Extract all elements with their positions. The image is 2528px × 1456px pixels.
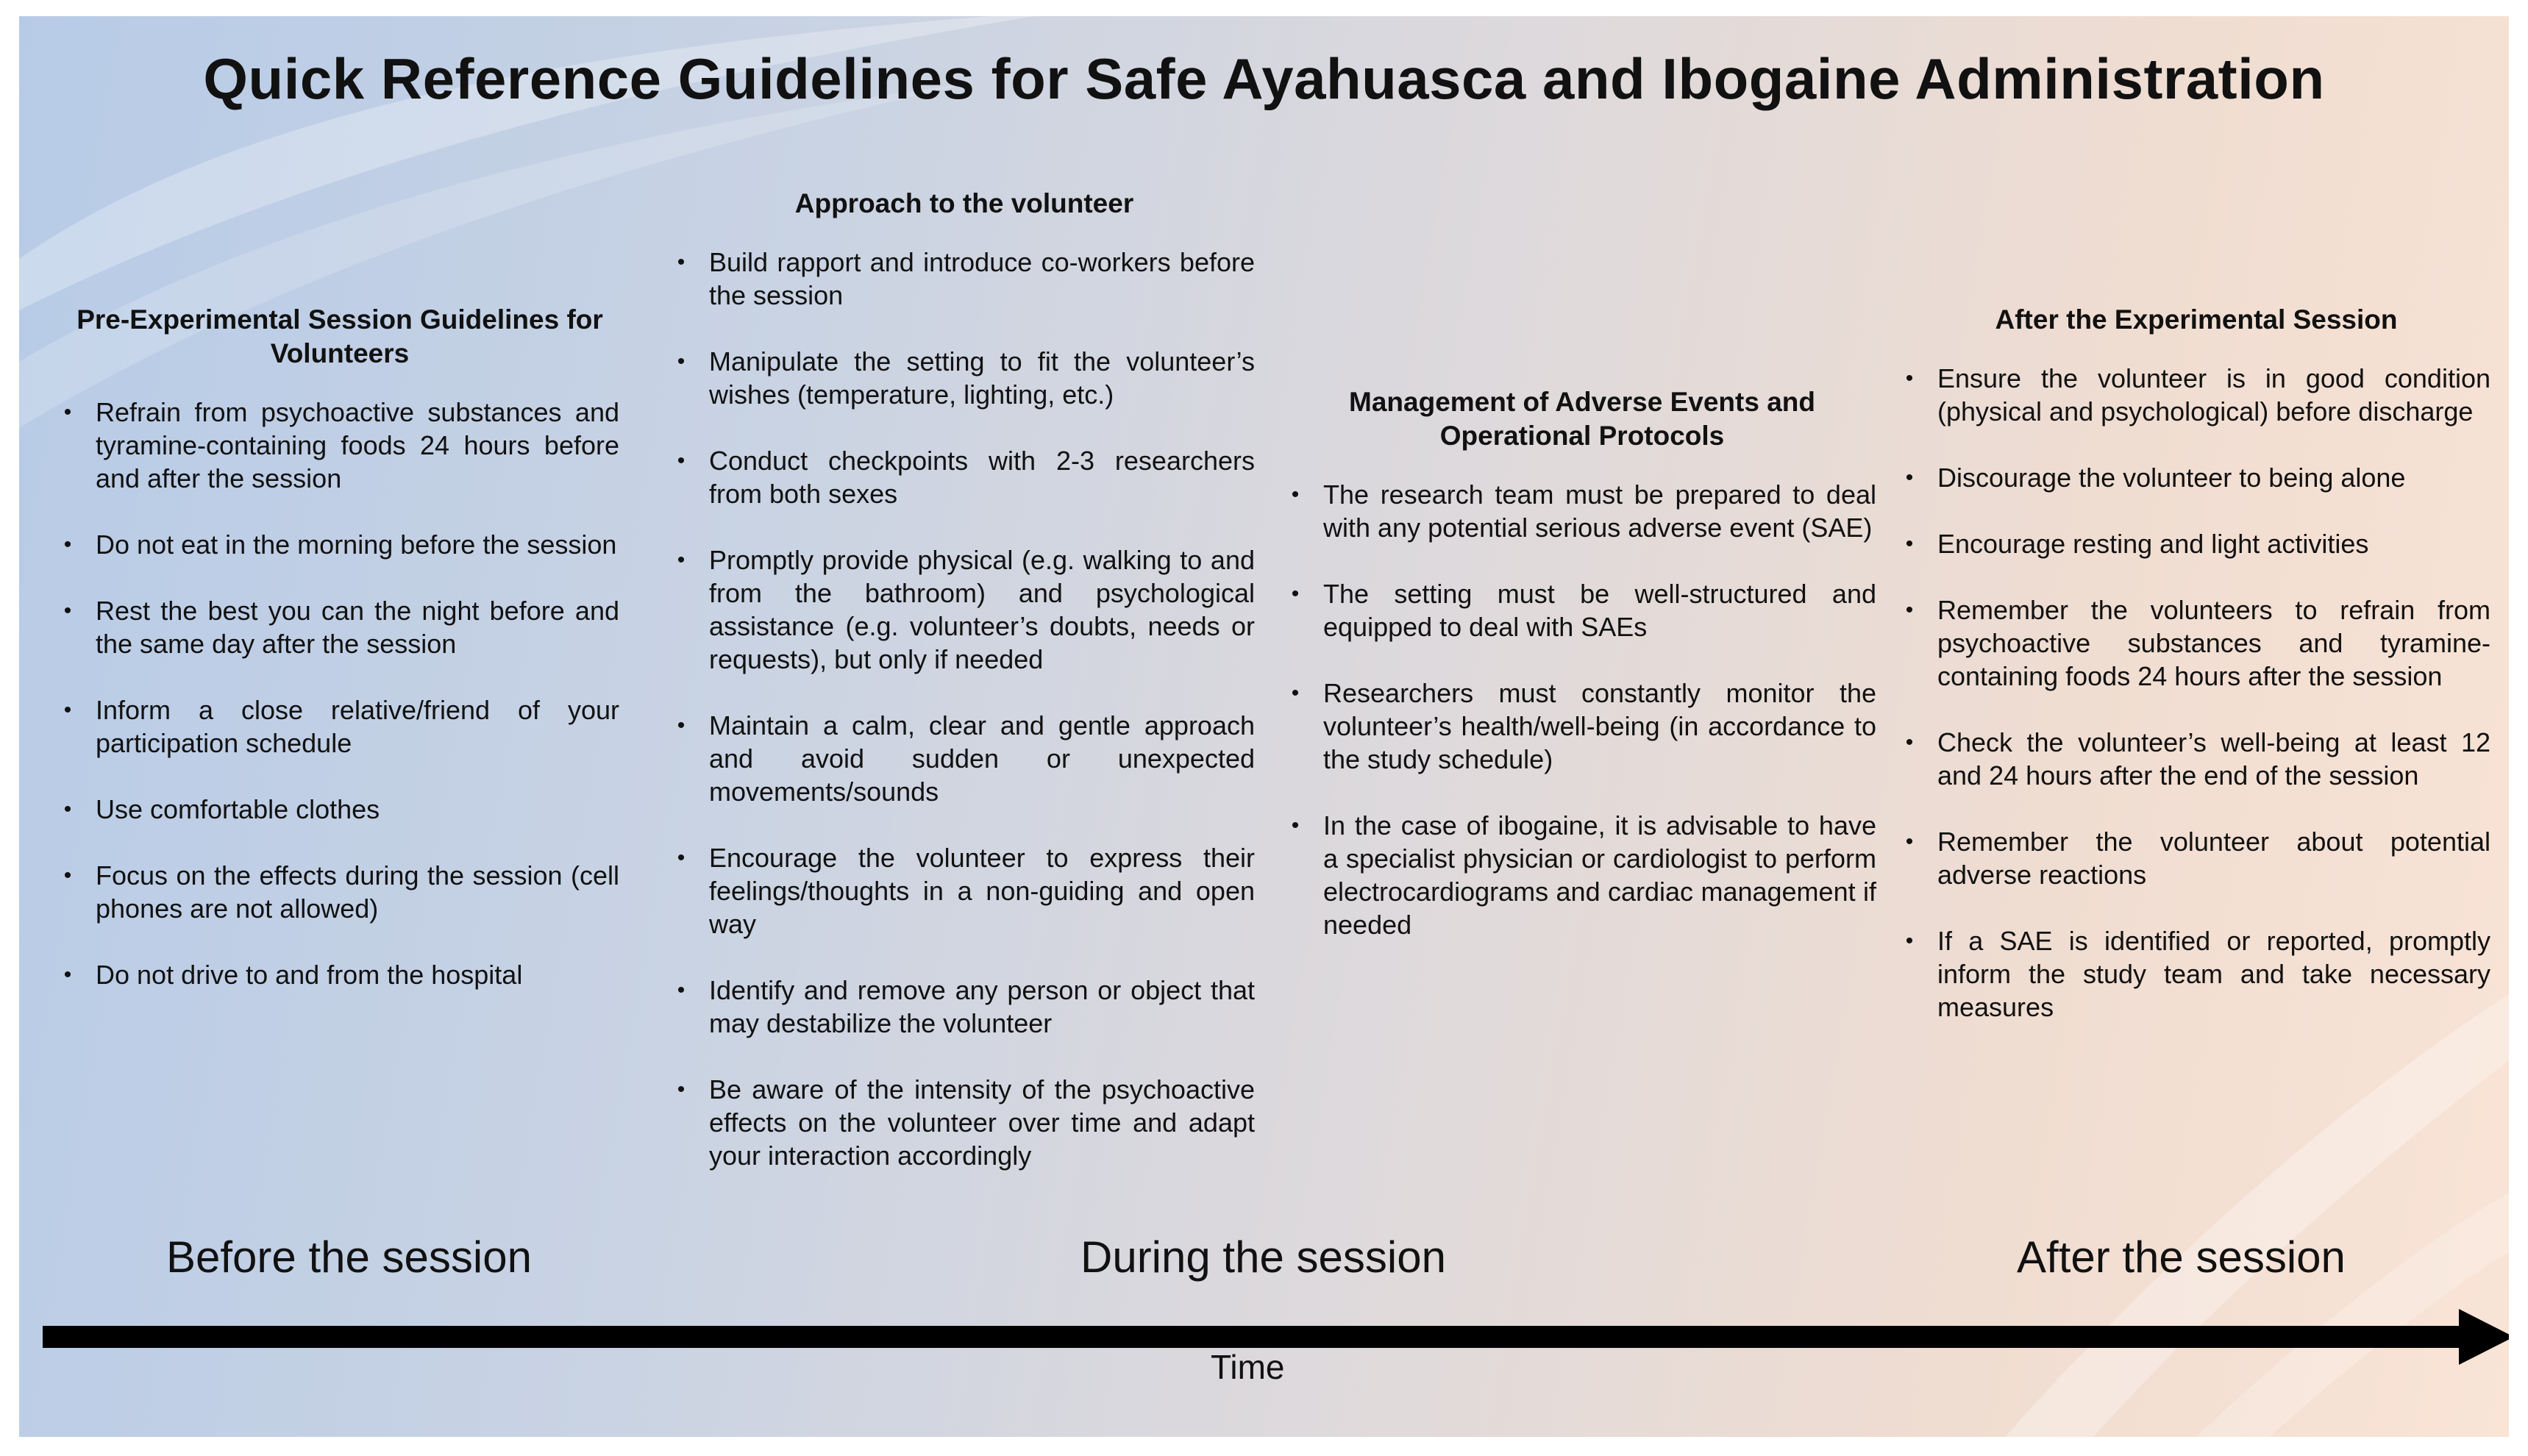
list-item: • Focus on the effects during the session (cell phones are not allowed) [60,859,619,925]
bullet-icon: • [677,449,686,473]
list-item: • Discourage the volunteer to being alone [1902,461,2490,494]
list-item: • If a SAE is identified or reported, promptly inform the study team and take necessary measures [1902,924,2490,1024]
list-item: • Encourage resting and light activities [1902,527,2490,560]
adverse-events-management [1288,385,1876,974]
bullet-icon: • [63,863,72,888]
bullet-icon: • [677,978,686,1002]
bullet-icon: • [63,400,72,424]
list-item: • Do not drive to and from the hospital [60,958,619,991]
phase-label-after: After the session [2017,1232,2346,1282]
bullet-icon: • [1291,813,1300,838]
bullet-icon: • [677,713,686,738]
list-item: • Be aware of the intensity of the psychoactive effects on the volunteer over time and adapt your interaction accordingly [674,1073,1255,1172]
list-item: • Identify and remove any person or object that may destabilize the volunteer [674,974,1255,1040]
list-item: • Refrain from psychoactive substances and tyramine-containing foods 24 hours before and after the session [60,396,619,495]
bullet-icon: • [63,963,72,987]
after-session-guidelines [1902,303,2490,1057]
time-axis-label: Time [1211,1348,1285,1386]
list-item: • Remember the volunteer about potential adverse reactions [1902,825,2490,891]
bullet-icon: • [1905,465,1914,490]
list-item: • Inform a close relative/friend of your participation schedule [60,693,619,760]
list-item: • The research team must be prepared to deal with any potential serious adverse event (SAE) [1288,478,1876,544]
bullet-icon: • [1291,482,1300,507]
bullet-icon: • [63,797,72,821]
list-item: • Researchers must constantly monitor the volunteer’s health/well-being (in accordance to the study schedule) [1288,677,1876,776]
bullet-icon: • [677,349,686,374]
list-item: • Remember the volunteers to refrain from psychoactive substances and tyramine-containing foods 24 hours after the session [1902,593,2490,693]
arrowhead-icon [2459,1309,2509,1365]
bullet-icon: • [677,250,686,274]
bullet-icon: • [1905,532,1914,556]
list-item: • The setting must be well-structured and equipped to deal with SAEs [1288,577,1876,643]
list-item: • Manipulate the setting to fit the volunteer’s wishes (temperature, lighting, etc.) [674,345,1255,411]
bullet-icon: • [63,599,72,623]
list-item: • Build rapport and introduce co-workers before the session [674,246,1255,312]
bullet-icon: • [63,698,72,722]
list-item: • Promptly provide physical (e.g. walking to and from the bathroom) and psychological assistance (e.g. volunteer’s doubts, needs or requests), but only if needed [674,543,1255,676]
bullet-icon: • [1291,681,1300,705]
bullet-icon: • [677,548,686,572]
list-item: • Ensure the volunteer is in good condition (physical and psychological) before discharge [1902,362,2490,428]
list-item: • In the case of ibogaine, it is advisable to have a specialist physician or cardiologist to perform electrocardiograms and cardiac management if needed [1288,809,1876,941]
approach-heading: Approach to the volunteer [794,188,1134,218]
bullet-icon: • [1905,366,1914,390]
approach-list [674,246,1255,1172]
list-item: • Conduct checkpoints with 2-3 researchers from both sexes [674,444,1255,510]
page-title: Quick Reference Guidelines for Safe Ayahuasca and Ibogaine Administration [203,46,2325,111]
bullet-icon: • [1905,730,1914,754]
bullet-icon: • [63,532,72,557]
diagram-canvas [19,16,2509,1437]
adverse-events-list [1288,478,1876,941]
list-item: • Use comfortable clothes [60,793,619,826]
after-session-heading: After the Experimental Session [1995,304,2398,335]
pre-session-heading: Pre-Experimental Session Guidelines for Volunteers [76,304,603,368]
list-item: • Encourage the volunteer to express their feelings/thoughts in a non-guiding and open way [674,841,1255,941]
bullet-icon: • [677,1077,686,1102]
list-item: • Rest the best you can the night before and the same day after the session [60,594,619,660]
list-item: • Check the volunteer’s well-being at least 12 and 24 hours after the end of the session [1902,726,2490,792]
pre-session-guidelines [60,303,619,1024]
bullet-icon: • [1905,829,1914,854]
pre-session-list [60,396,619,991]
bullet-icon: • [1905,929,1914,953]
list-item: • Do not eat in the morning before the session [60,528,619,561]
bullet-icon: • [1905,598,1914,622]
bullet-icon: • [677,846,686,870]
phase-label-during: During the session [1080,1232,1446,1282]
adverse-events-heading: Management of Adverse Events and Operational Protocols [1349,387,1815,451]
phase-label-before: Before the session [166,1232,532,1282]
list-item: • Maintain a calm, clear and gentle approach and avoid sudden or unexpected movements/sounds [674,709,1255,808]
bullet-icon: • [1291,582,1300,606]
timeline-shaft [43,1326,2463,1348]
after-session-list [1902,362,2490,1024]
approach-to-volunteer [674,187,1255,1205]
